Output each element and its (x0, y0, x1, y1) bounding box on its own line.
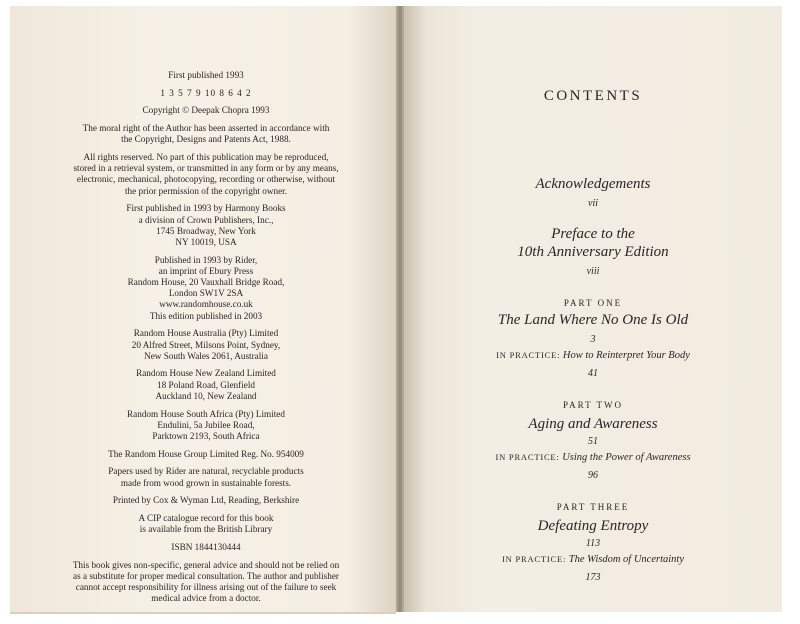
harmony-books (28, 203, 384, 248)
group-registration: The Random House Group Limited Reg. No. 954009 (108, 448, 304, 459)
random-house-new-zealand (28, 368, 384, 402)
harmony-line: a division of Crown Publishers, Inc., (138, 214, 274, 225)
part-three-label: PART THREE (556, 502, 630, 512)
toc-part-three-title[interactable]: Defeating Entropy (537, 518, 649, 534)
harmony-line: NY 10019, USA (175, 236, 237, 247)
harmony-line: First published in 1993 by Harmony Books (126, 203, 286, 214)
paper-line: made from wood grown in sustainable forests. (120, 477, 292, 488)
south-africa-line: Parktown 2193, South Africa (152, 430, 260, 441)
isbn: ISBN 1844130444 (171, 541, 241, 552)
medical-disclaimer (28, 560, 384, 605)
book-spread (10, 6, 782, 612)
cip-record (28, 513, 384, 535)
rider-line: London SW1V 2SA (168, 288, 244, 299)
practice-prefix: IN PRACTICE: (495, 452, 560, 462)
toc-page-number: viii (586, 266, 600, 277)
new-zealand-line: 18 Poland Road, Glenfield (157, 379, 255, 390)
rights-line: the prior permission of the copyright owner. (124, 185, 288, 196)
contents-page (404, 6, 782, 612)
harmony-line: 1745 Broadway, New York (156, 225, 256, 236)
practice-prefix: IN PRACTICE: (502, 554, 567, 564)
practice-title: Using the Power of Awareness (562, 452, 691, 463)
south-africa-line: Random House South Africa (Pty) Limited (127, 408, 285, 419)
paper-line: Papers used by Rider are natural, recyclable products (108, 466, 304, 477)
cip-line: A CIP catalogue record for this book (138, 513, 274, 523)
printer-notice: Printed by Cox & Wyman Ltd, Reading, Berkshire (112, 495, 300, 506)
paper-notice (28, 466, 384, 488)
toc-preface-line2[interactable]: 10th Anniversary Edition (517, 244, 669, 260)
rights-line: electronic, mechanical, photocopying, recording or otherwise, without (76, 174, 336, 185)
disclaimer-line: as a substitute for proper medical consultation. The author and publisher (73, 570, 339, 581)
australia-line: 20 Alfred Street, Milsons Point, Sydney, (131, 339, 281, 350)
disclaimer-line: medical advice from a doctor. (151, 593, 261, 604)
part-two-label: PART TWO (562, 400, 624, 410)
rider-imprint (28, 255, 384, 322)
moral-rights-line: The moral right of the Author has been asserted in accordance with (82, 123, 330, 134)
south-africa-line: Endulini, 5a Jubilee Road, (157, 419, 255, 430)
australia-line: New South Wales 2061, Australia (144, 350, 268, 361)
toc-page-number: 41 (588, 368, 598, 379)
part-one-label: PART ONE (563, 298, 623, 308)
toc-page-number: 3 (590, 334, 596, 345)
book-gutter (396, 6, 404, 612)
toc-page-number: 96 (588, 470, 598, 481)
disclaimer-line: This book gives non-specific, general advice and should not be relied on (72, 559, 340, 570)
toc-page-number: 51 (588, 436, 598, 447)
moral-rights-line: the Copyright, Designs and Patents Act, 1988. (121, 134, 291, 145)
rider-line: Published in 1993 by Rider, (154, 254, 258, 265)
rider-line: This edition published in 2003 (149, 310, 263, 321)
first-published: First published 1993 (168, 70, 244, 80)
rights-line: All rights reserved. No part of this publication may be reproduced, (83, 152, 329, 163)
toc-acknowledgements[interactable]: Acknowledgements (535, 176, 651, 192)
toc-part-one-practice[interactable] (404, 350, 782, 361)
toc-preface[interactable]: Preface to the (551, 226, 635, 242)
random-house-australia (28, 328, 384, 362)
practice-title: The Wisdom of Uncertainty (568, 554, 684, 565)
random-house-south-africa (28, 409, 384, 443)
toc-page-number: 173 (585, 572, 601, 583)
toc-page-number: vii (588, 198, 598, 209)
rider-line: Random House, 20 Vauxhall Bridge Road, (127, 277, 285, 288)
print-line: 1 3 5 7 9 10 8 6 4 2 (160, 87, 252, 98)
copyright-notice: Copyright © Deepak Chopra 1993 (142, 105, 270, 116)
new-zealand-line: Auckland 10, New Zealand (155, 390, 257, 401)
moral-rights (28, 123, 384, 145)
toc-part-two-title[interactable]: Aging and Awareness (528, 416, 658, 432)
toc-page-number: 113 (585, 538, 601, 549)
rider-line: www.randomhouse.co.uk (159, 299, 253, 310)
contents-heading: CONTENTS (543, 88, 643, 104)
toc-part-one-title[interactable]: The Land Where No One Is Old (497, 312, 689, 328)
disclaimer-line: cannot accept responsibility for illness arising out of the failure to seek (75, 582, 337, 593)
rights-reserved (28, 152, 384, 197)
australia-line: Random House Australia (Pty) Limited (133, 328, 279, 339)
toc-part-two-practice[interactable] (404, 452, 782, 463)
practice-prefix: IN PRACTICE: (496, 350, 561, 360)
copyright-page (10, 6, 396, 614)
copyright-block (28, 70, 384, 611)
rider-line: an imprint of Ebury Press (158, 265, 254, 276)
new-zealand-line: Random House New Zealand Limited (136, 368, 276, 379)
practice-title: How to Reinterpret Your Body (562, 350, 690, 361)
rights-line: stored in a retrieval system, or transmitted in any form or by any means, (73, 163, 339, 174)
toc-part-three-practice[interactable] (404, 554, 782, 565)
cip-line: is available from the British Library (139, 524, 273, 535)
